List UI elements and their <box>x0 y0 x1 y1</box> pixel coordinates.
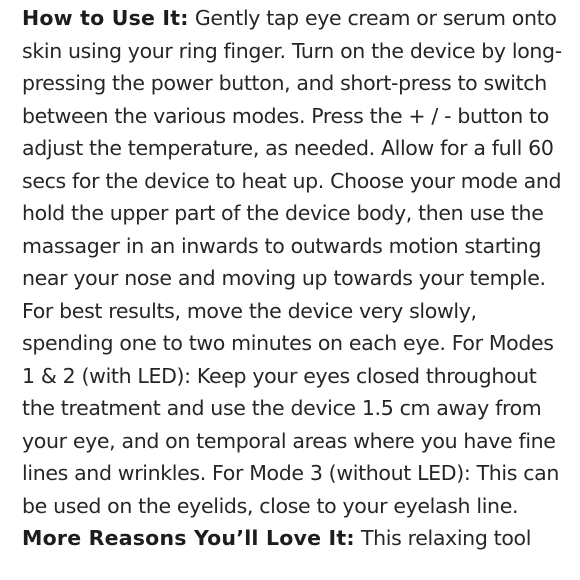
more-reasons-paragraph <box>22 522 562 555</box>
product-description <box>22 2 562 555</box>
more-reasons-heading: More Reasons You’ll Love It: <box>22 526 355 550</box>
how-to-use-paragraph <box>22 2 562 522</box>
more-reasons-text: This relaxing tool <box>354 526 532 550</box>
how-to-use-text: Gently tap eye cream or serum onto skin using your ring finger. Turn on the device by long-pressing the power button, and short-press to switch between the various modes. Press the + / - button to adjust the temperature, as needed. Allow for a full 60 secs for the device to heat up. Choose your mode and hold the upper part of the device body, then use the massager in an inwards to outwards motion starting near your nose and moving up towards your temple. For best results, move the device very slowly, spending one to two minutes on each eye. For Modes 1 & 2 (with LED): Keep your eyes closed throughout the treatment and use the device 1.5 cm away from your eye, and on temporal areas where you have fine lines and wrinkles. For Mode 3 (without LED): This can be used on the eyelids, close to your eyelash line. <box>22 6 562 518</box>
how-to-use-heading: How to Use It: <box>22 6 189 30</box>
